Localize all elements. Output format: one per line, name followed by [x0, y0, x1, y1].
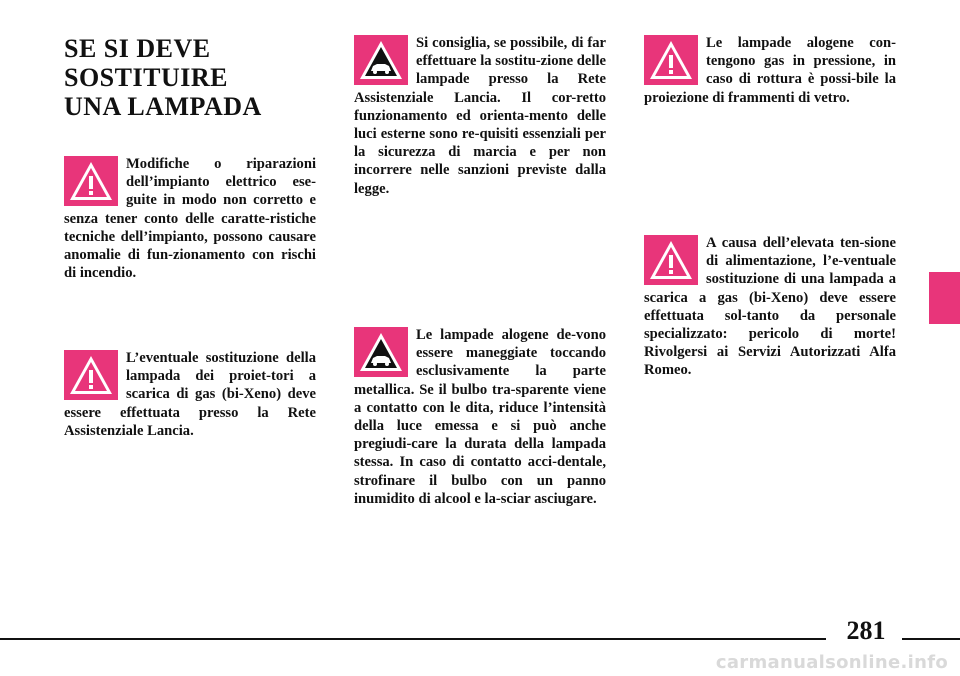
warning-triangle-icon	[64, 350, 118, 400]
warning-halogen-handling	[354, 326, 606, 508]
warning-text-5: Le lampade alogene con-tengono gas in pressione, in caso di rottura è possi-bile la proiezione di frammenti di vetro.	[644, 35, 896, 106]
section-tab-marker	[929, 272, 960, 324]
warning-xenon-voltage	[644, 234, 896, 380]
warning-triangle-icon	[644, 235, 698, 285]
warning-xenon-rete	[64, 349, 316, 440]
watermark: carmanualsonline.info	[715, 652, 948, 673]
title-line-2: SOSTITUIRE	[64, 63, 228, 92]
warning-text-1: Modifiche o riparazioni dell’impianto elettrico ese-guite in modo non corretto e senza tener conto delle caratte-ristiche tecniche dell’impianto, possono causare anomalie di fun-zionamento con rischi di incendio.	[64, 156, 316, 282]
car-warning-triangle-icon	[354, 327, 408, 377]
footer-rule-right	[902, 638, 960, 640]
title-line-1: SE SI DEVE	[64, 34, 211, 63]
warning-text-6: A causa dell’elevata ten-sione di alimentazione, l’e-ventuale sostituzione di una lampada a scarica a gas (bi-Xeno) deve essere effettuata sol-tanto da personale specializzato: pericolo di morte! Rivolgersi ai Servizi Autorizzati Alfa Romeo.	[644, 235, 896, 379]
warning-triangle-icon	[64, 156, 118, 206]
title-line-3: UNA LAMPADA	[64, 92, 262, 121]
warning-halogen-pressure	[644, 34, 896, 107]
page-title	[64, 34, 314, 121]
car-warning-triangle-icon	[354, 35, 408, 85]
warning-lamp-replacement	[354, 34, 606, 198]
warning-text-4: Le lampade alogene de-vono essere maneggiate toccando esclusivamente la parte metallica. Se il bulbo tra-sparente viene a contatto con le dita, riduce l’intensità della luce emessa e si può anche pregiudi-care la durata della lampada stessa. In caso di contatto acci-dentale, strofinare il bulbo con un panno inumidito di alcool e la-sciar asciugare.	[354, 327, 606, 507]
footer-rule-left	[0, 638, 826, 640]
warning-electrical	[64, 155, 316, 282]
warning-text-3: Si consiglia, se possibile, di far effettuare la sostitu-zione delle lampade presso la Rete Assistenziale Lancia. Il cor-retto funzionamento ed orienta-mento delle luci esterne sono re-quisiti essenziali per la sicurezza di marcia e per non incorrere nelle sanzioni previste dalla legge.	[354, 35, 606, 197]
page-number: 281	[846, 616, 886, 645]
warning-triangle-icon	[644, 35, 698, 85]
warning-text-2: L’eventuale sostituzione della lampada dei proiet-tori a scarica di gas (bi-Xeno) deve essere effettuata presso la Rete Assistenziale Lancia.	[64, 350, 316, 439]
